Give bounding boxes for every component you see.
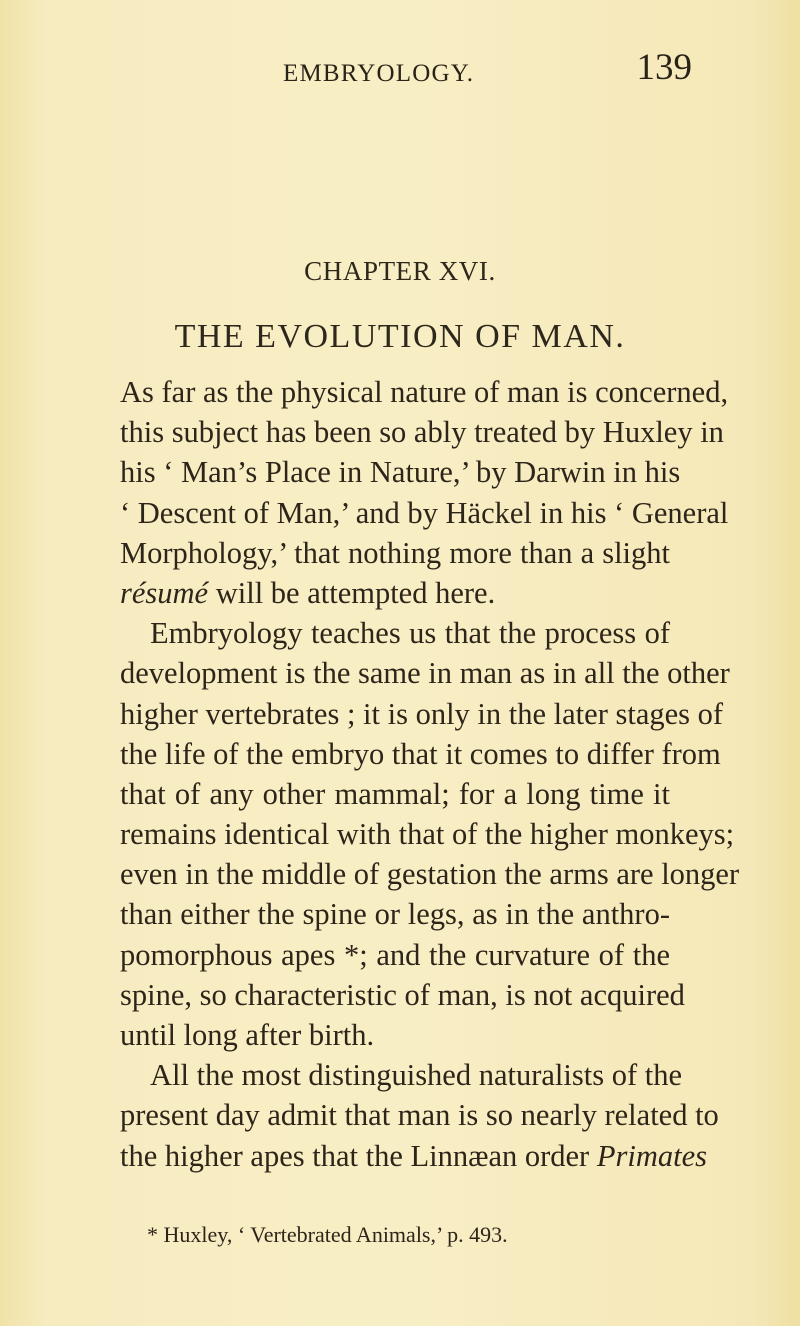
body-line: pomorphous apes *; and the curvature of the [120,937,670,972]
body-line-primates [120,1136,707,1176]
body-line: present day admit that man is so nearly related to [120,1098,719,1133]
body-line: As far as the physical nature of man is concerned, [120,375,729,409]
italic-resume: résumé [120,575,209,610]
chapter-title: THE EVOLUTION OF MAN. [174,318,626,355]
italic-primates: Primates [596,1138,707,1173]
body-line-text: the higher apes that the Linnæan order [120,1138,590,1173]
body-line: development is the same in man as in all the other [120,656,730,691]
body-line-resume [120,573,670,613]
body-line: until long after birth. [120,1018,375,1052]
running-head: EMBRYOLOGY. [283,60,475,87]
body-line: the life of the embryo that it comes to differ from [120,736,721,771]
footnote: * Huxley, ‘ Vertebrated Animals,’ p. 493. [147,1222,508,1247]
body-line: All the most distinguished naturalists of the [150,1058,683,1093]
body-line-text: will be attempted here. [215,575,496,610]
body-line: Morphology,’ that nothing more than a slight [120,535,670,570]
body-line: spine, so characteristic of man, is not acquired [120,977,685,1012]
body-line: even in the middle of gestation the arms are longer [120,857,740,892]
chapter-number: CHAPTER XVI. [304,256,496,286]
body-line: than either the spine or legs, as in the anthro- [120,897,670,932]
body-line: ‘ Descent of Man,’ and by Häckel in his ‘ General [120,495,729,530]
body-line: this subject has been so ably treated by Huxley in [120,415,724,450]
page-header [0,24,800,88]
body-line: his ‘ Man’s Place in Nature,’ by Darwin in his [120,455,681,490]
body-line: that of any other mammal; for a long time it [120,776,670,811]
body-text [120,372,740,1176]
body-line: remains identical with that of the higher monkeys; [120,817,735,852]
page-number: 139 [636,47,692,88]
body-line: higher vertebrates ; it is only in the later stages of [120,696,724,731]
body-line: Embryology teaches us that the process of [150,616,670,651]
